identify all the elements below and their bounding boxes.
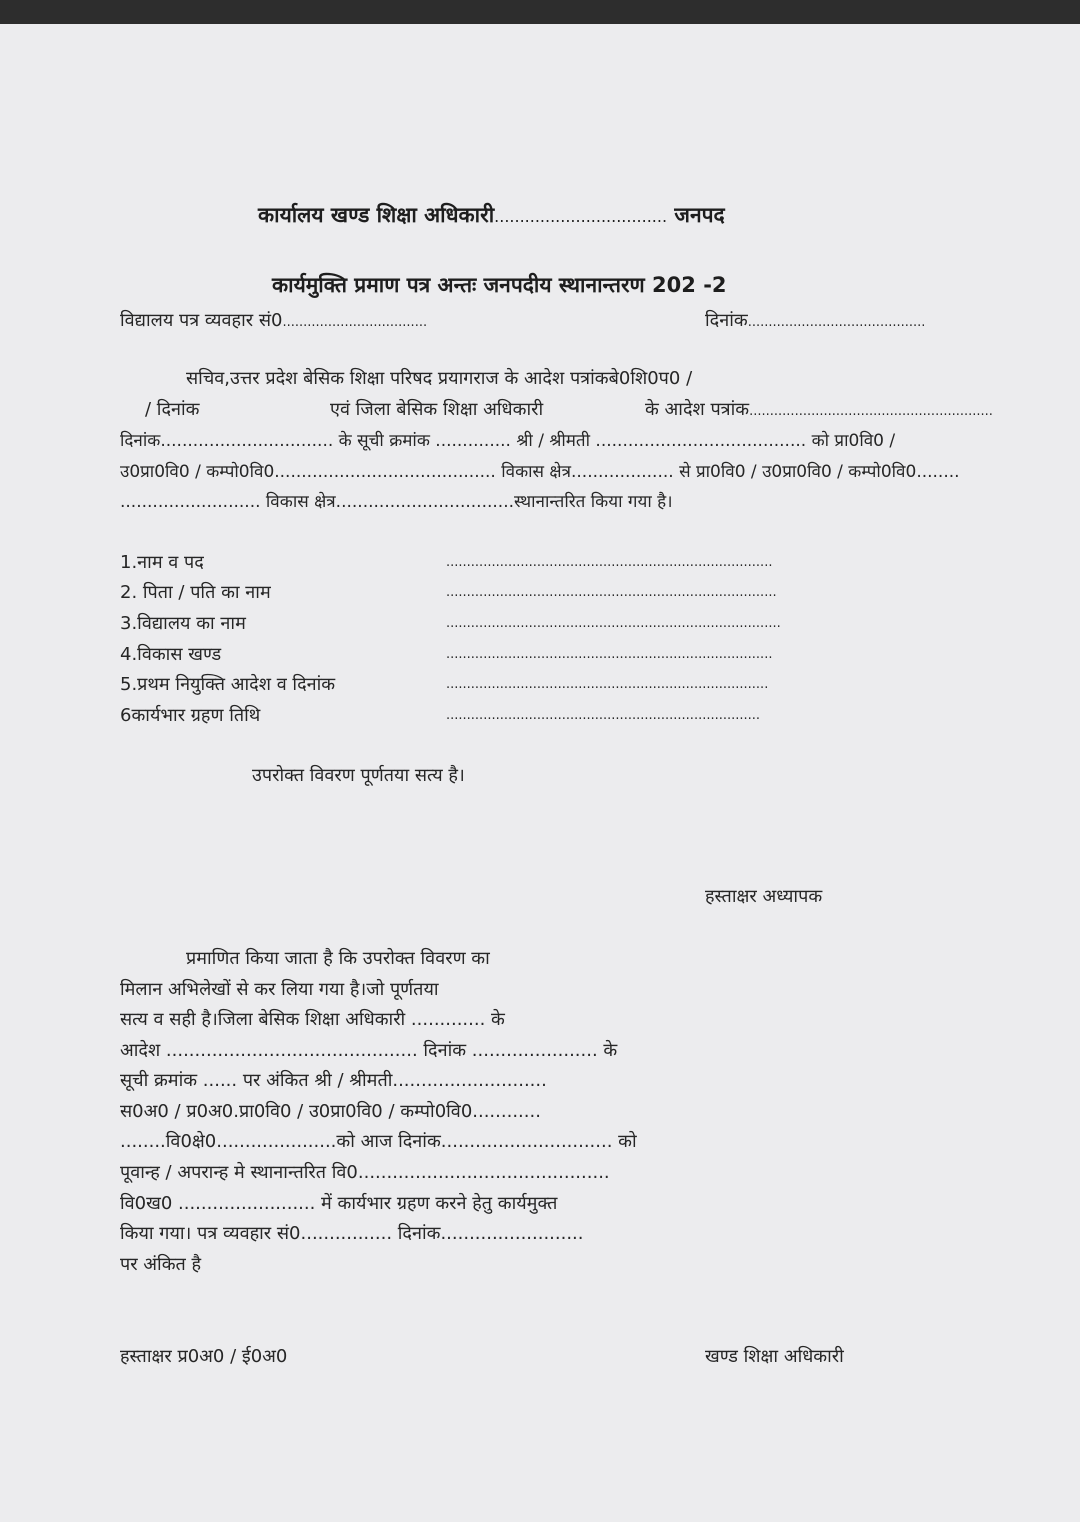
order-line-2c: के आदेश पत्रांक........................................................... <box>645 399 993 420</box>
detail-label-father: 2. पिता / पति का नाम <box>120 582 271 603</box>
certification-line: मिलान अभिलेखों से कर लिया गया है।जो पूर्णतया <box>120 979 439 1000</box>
order-line-4: उ0प्रा0वि0 / कम्पो0वि0......................................... विकास क्षेत्र................... से प्रा0वि0 / उ0प्रा0वि0 / कम्पो0वि0........ <box>120 462 960 482</box>
certification-line: वि0ख0 ........................ में कार्यभार ग्रहण करने हेतु कार्यमुक्त <box>120 1193 558 1214</box>
detail-label-block: 4.विकास खण्ड <box>120 644 222 665</box>
order-line-1: सचिव,उत्तर प्रदेश बेसिक शिक्षा परिषद प्रयागराज के आदेश पत्रांकबे0शि0प0 / <box>186 368 693 389</box>
certification-line: ........वि0क्षे0.....................को आज दिनांक.............................. को <box>120 1131 637 1152</box>
order-line-2-dots: ........................................................... <box>749 404 993 419</box>
detail-dots-school: ................................................................................. <box>446 616 781 631</box>
reference-date: दिनांक........................................... <box>705 310 926 331</box>
certification-line: सत्य व सही है।जिला बेसिक शिक्षा अधिकारी ............. के <box>120 1009 505 1030</box>
detail-dots-name: ............................................................................... <box>446 555 773 570</box>
block-officer-signature-label: खण्ड शिक्षा अधिकारी <box>705 1346 844 1367</box>
certification-line: पर अंकित है <box>120 1254 202 1275</box>
certification-line: आदेश ............................................ दिनांक ...................... के <box>120 1040 618 1061</box>
document-title: कार्यमुक्ति प्रमाण पत्र अन्तः जनपदीय स्थानान्तरण 202 -2 <box>272 273 727 297</box>
detail-dots-appointment: .............................................................................. <box>446 677 769 692</box>
reference-date-dots: ........................................... <box>747 315 926 330</box>
detail-dots-father: ................................................................................ <box>446 585 777 600</box>
office-heading <box>258 204 725 228</box>
order-line-5: .......................... विकास क्षेत्र.................................स्थानान्तरित किया गया है। <box>120 492 673 512</box>
teacher-signature-label: हस्ताक्षर अध्यापक <box>705 886 823 907</box>
detail-label-school: 3.विद्यालय का नाम <box>120 613 246 634</box>
letter-number-dots: ................................... <box>282 315 428 330</box>
certification-line: पूवान्ह / अपरान्ह मे स्थानान्तरित वि0............................................ <box>120 1162 610 1183</box>
order-line-2b: एवं जिला बेसिक शिक्षा अधिकारी <box>330 399 544 420</box>
letter-number-label: विद्यालय पत्र व्यवहार सं0................................... <box>120 310 428 331</box>
declaration-text: उपरोक्त विवरण पूर्णतया सत्य है। <box>252 765 465 786</box>
detail-label-name: 1.नाम व पद <box>120 552 204 573</box>
order-line-2a: / दिनांक <box>145 399 200 420</box>
office-suffix: जनपद <box>674 203 725 227</box>
detail-label-appointment: 5.प्रथम नियुक्ति आदेश व दिनांक <box>120 674 336 695</box>
certification-line: स0अ0 / प्र0अ0.प्रा0वि0 / उ0प्रा0वि0 / कम्पो0वि0............ <box>120 1101 541 1122</box>
certification-line: सूची क्रमांक ...... पर अंकित श्री / श्रीमती........................... <box>120 1070 547 1091</box>
detail-dots-block: ............................................................................... <box>446 647 773 662</box>
detail-label-joining: 6कार्यभार ग्रहण तिथि <box>120 705 261 726</box>
headmaster-signature-label: हस्ताक्षर प्र0अ0 / ई0अ0 <box>120 1346 288 1367</box>
office-prefix: कार्यालय खण्ड शिक्षा अधिकारी <box>258 203 495 227</box>
order-line-3: दिनांक................................ के सूची क्रमांक .............. श्री / श्रीमती ....................................... को प्रा0वि0 / <box>120 431 896 451</box>
office-dots: .................................. <box>494 207 668 226</box>
document-page <box>0 24 1080 1522</box>
certification-line: प्रमाणित किया जाता है कि उपरोक्त विवरण का <box>186 948 490 969</box>
certification-line: किया गया। पत्र व्यवहार सं0................ दिनांक......................... <box>120 1223 584 1244</box>
top-bar <box>0 0 1080 24</box>
detail-dots-joining: ............................................................................ <box>446 708 761 723</box>
